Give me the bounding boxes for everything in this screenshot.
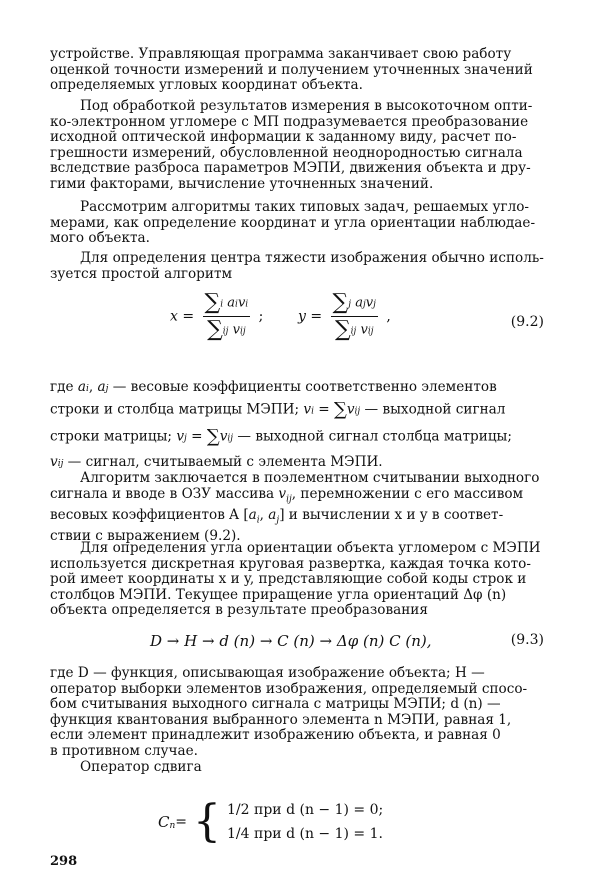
eq-cn-lhs: C bbox=[158, 813, 170, 831]
equation-x bbox=[170, 292, 263, 341]
sum-symbol: ∑ bbox=[334, 317, 351, 342]
eq-y-num-v: v bbox=[365, 295, 374, 311]
equals: = bbox=[313, 401, 334, 418]
paragraph-6 bbox=[50, 471, 558, 545]
text-line: объекта определяется в результате преобразования bbox=[50, 602, 428, 619]
text-line: Для определения центра тяжести изображения обычно исполь- bbox=[80, 250, 544, 266]
var-a: a bbox=[77, 379, 86, 395]
eq-y-den-v: v bbox=[360, 322, 368, 338]
brace: { bbox=[193, 796, 222, 847]
paragraph-2 bbox=[50, 99, 558, 193]
eq-x-lhs: x = bbox=[170, 308, 195, 325]
text-line: рой имеет координаты x и y, представляющие собой коды строк и bbox=[50, 571, 527, 588]
sub-i: i bbox=[311, 406, 314, 417]
text-fragment: — сигнал, считываемый с элемента МЭПИ. bbox=[63, 453, 383, 470]
equation-number-9-3: (9.3) bbox=[510, 632, 544, 648]
text-line: где D — функция, описывающая изображение объекта; H — bbox=[50, 665, 485, 681]
text-line: бом считывания выходного сигнала с матрицы МЭПИ; d (n) — bbox=[50, 696, 501, 713]
text-line: определяемых угловых координат объекта. bbox=[50, 77, 363, 94]
eq-x-denominator bbox=[203, 317, 251, 341]
sub-i: i bbox=[220, 299, 224, 310]
sub-ij: ij bbox=[222, 326, 229, 337]
var-v: v bbox=[219, 428, 228, 445]
sum-symbol: ∑ bbox=[206, 425, 220, 447]
text-line: исходной оптической информации к заданному виду, расчет по- bbox=[50, 129, 517, 146]
equals: = bbox=[186, 428, 207, 445]
text-line: грешности измерений, обусловленной неоднородностью сигнала bbox=[50, 144, 523, 161]
text-fragment: — выходной сигнал столбца матрицы; bbox=[233, 428, 512, 445]
eq-x-fraction bbox=[203, 292, 251, 341]
var-v: v bbox=[176, 428, 185, 445]
equation-9-3 bbox=[50, 630, 558, 654]
text-line: в противном случае. bbox=[50, 742, 198, 759]
eq-comma: , bbox=[386, 308, 391, 325]
eq-cn-cases bbox=[227, 798, 383, 846]
text-line: оценкой точности измерений и получением уточненных значений bbox=[50, 61, 533, 78]
sub-n: n bbox=[169, 821, 176, 831]
eq-x-numerator bbox=[203, 292, 251, 317]
sub-ij: ij bbox=[367, 326, 374, 337]
sub-j: j bbox=[184, 433, 187, 444]
text-line: столбцов МЭПИ. Текущее приращение угла ориентаций Δφ (n) bbox=[50, 586, 507, 603]
equation-cn bbox=[50, 796, 558, 848]
text-line: зуется простой алгоритм bbox=[50, 265, 233, 282]
eq-y-fraction bbox=[331, 292, 378, 341]
text-line: гими факторами, вычисление уточненных значений. bbox=[50, 175, 434, 192]
text-line: используется дискретная круговая развертка, каждая точка кото- bbox=[50, 555, 531, 572]
sub-ij: ij bbox=[239, 326, 246, 337]
text-line: Под обработкой результатов измерения в высокоточном опти- bbox=[80, 98, 533, 114]
text-line bbox=[50, 380, 558, 398]
sub-i: i bbox=[235, 299, 238, 310]
eq-cn-case-1: 1/2 при d (n − 1) = 0; bbox=[227, 802, 384, 818]
sub-ij: ij bbox=[227, 433, 234, 444]
text-line: мого объекта. bbox=[50, 230, 150, 247]
equation-9-2 bbox=[50, 292, 558, 362]
text-line: Рассмотрим алгоритмы таких типовых задач, решаемых угло- bbox=[80, 199, 529, 215]
text-line: мерами, как определение координат и угла ориентации наблюдае- bbox=[50, 214, 536, 231]
paragraph-4 bbox=[50, 251, 558, 282]
text-line: оператор выборки элементов изображения, определяемый спосо- bbox=[50, 680, 528, 697]
eq-y-lhs: y = bbox=[298, 308, 323, 325]
var-v: v bbox=[50, 453, 58, 470]
text-line: устройстве. Управляющая программа заканчивает свою работу bbox=[50, 46, 512, 62]
var-v: v bbox=[303, 401, 312, 418]
text-line: вследствие разброса параметров МЭПИ, движения объекта и дру- bbox=[50, 160, 531, 177]
text-line: Алгоритм заключается в поэлементном считывании выходного bbox=[80, 470, 540, 486]
eq-y-denominator bbox=[331, 317, 378, 341]
eq-y-num-a: a bbox=[355, 295, 363, 311]
page-number: 298 bbox=[50, 854, 78, 869]
sub-j: j bbox=[348, 299, 352, 310]
eq-x-num-v: v bbox=[237, 295, 246, 311]
sub-i: i bbox=[85, 384, 89, 394]
sub-ij: ij bbox=[57, 458, 64, 469]
eq-9-3-body: D → H → d (n) → C (n) → Δφ (n) C (n), bbox=[150, 632, 432, 650]
word-gde: где bbox=[50, 379, 74, 395]
text-line: весовых коэффициентов A [$a_i$, $a_j$] и вычислении x и y в соответ- bbox=[50, 506, 504, 526]
text-line bbox=[50, 398, 558, 420]
sub-j: j bbox=[105, 384, 109, 394]
sub-j: j bbox=[362, 299, 366, 310]
paragraph-3 bbox=[50, 200, 558, 247]
eq-x-num-a: a bbox=[227, 295, 236, 311]
sub-j: j bbox=[373, 299, 376, 310]
text-line: ствии с выражением (9.2). bbox=[50, 528, 241, 545]
sum-symbol: ∑ bbox=[207, 317, 223, 342]
text-fragment: строки матрицы; bbox=[50, 428, 172, 445]
var-v: v bbox=[346, 401, 355, 418]
equals: = bbox=[175, 814, 188, 830]
sub-i: i bbox=[245, 299, 249, 310]
equation-number-9-2: (9.2) bbox=[510, 314, 544, 330]
text-line: ко-электронном угломере с МП подразумевается преобразование bbox=[50, 113, 529, 130]
var-a: a bbox=[97, 379, 106, 395]
sub-ij: ij bbox=[350, 326, 357, 337]
text-line: если элемент принадлежит изображению объекта, и равная 0 bbox=[50, 727, 501, 744]
text-line: сигнала и вводе в ОЗУ массива $v_{ij}$, перемножении с его массивом bbox=[50, 485, 524, 505]
sum-symbol: ∑ bbox=[204, 290, 221, 315]
comma: , bbox=[88, 379, 94, 395]
paragraph-5 bbox=[50, 380, 558, 472]
eq-y-numerator bbox=[331, 292, 378, 317]
sum-symbol: ∑ bbox=[332, 290, 349, 315]
sum-symbol: ∑ bbox=[334, 398, 347, 420]
text-line bbox=[50, 425, 558, 447]
equation-y bbox=[298, 292, 391, 341]
paragraph-1 bbox=[50, 47, 558, 94]
text-fragment: строки и столбца матрицы МЭПИ; bbox=[50, 401, 300, 418]
text-line: Оператор сдвига bbox=[80, 758, 202, 775]
sub-ij: ij bbox=[354, 406, 361, 417]
text-fragment: — весовые коэффициенты соответственно элементов bbox=[108, 379, 497, 395]
text-line: функция квантования выбранного элемента n МЭПИ, равная 1, bbox=[50, 711, 512, 728]
paragraph-8 bbox=[50, 666, 558, 775]
text-fragment: — выходной сигнал bbox=[360, 401, 506, 418]
eq-cn-wrap bbox=[158, 796, 383, 848]
eq-cn-case-2: 1/4 при d (n − 1) = 1. bbox=[227, 826, 383, 842]
eq-x-den-v: v bbox=[232, 322, 240, 338]
text-line: Для определения угла ориентации объекта угломером с МЭПИ bbox=[80, 540, 541, 556]
eq-separator: ; bbox=[258, 308, 264, 325]
paragraph-7 bbox=[50, 541, 558, 619]
